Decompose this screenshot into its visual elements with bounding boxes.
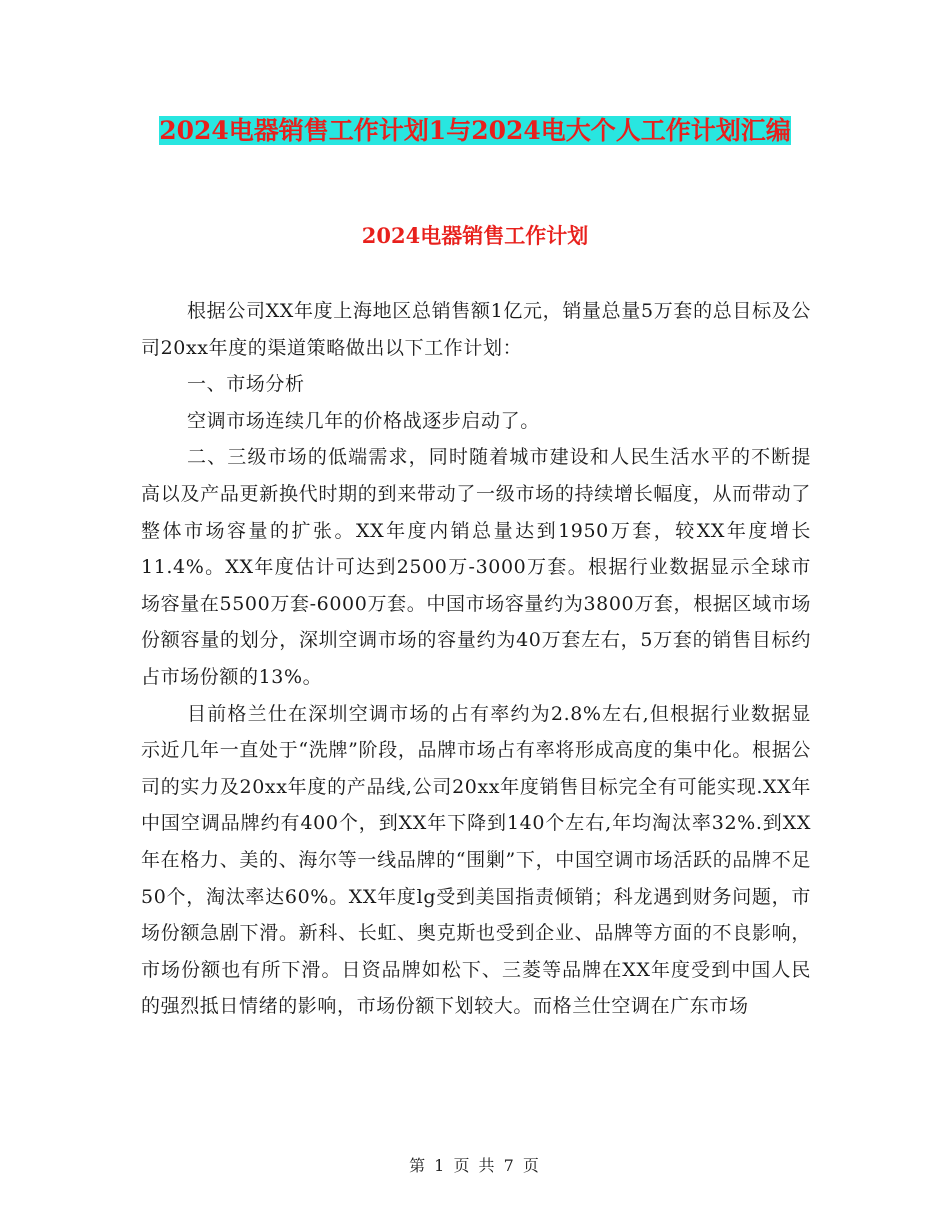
paragraph: 空调市场连续几年的价格战逐步启动了。 bbox=[187, 409, 540, 432]
page-number-footer: 第 1 页 共 7 页 bbox=[409, 1156, 541, 1175]
paragraph: 目前格兰仕在深圳空调市场的占有率约为2.8%左右,但根据行业数据显示近几年一直处于“洗牌”阶段，品牌市场占有率将形成高度的集中化。根据公司的实力及20xx年度的产品线,公司20xx年度销售目标完全有可能实现.XX年中国空调品牌约有400个，到XX年下降到140个左右,年均淘汰率32%.到XX年在格力、美的、海尔等一线品牌的“围剿”下，中国空调市场活跃的品牌不足50个，淘汰率达60%。XX年度lg受到美国指责倾销；科龙遇到财务问题，市场份额急剧下滑。新科、长虹、奥克斯也受到企业、品牌等方面的不良影响，市场份额也有所下滑。日资品牌如松下、三菱等品牌在XX年度受到中国人民的强烈抵日情绪的影响，市场份额下划较大。而格兰仕空调在广东市场 bbox=[141, 702, 811, 1018]
paragraph: 根据公司XX年度上海地区总销售额1亿元，销量总量5万套的总目标及公司20xx年度的渠道策略做出以下工作计划： bbox=[141, 300, 811, 359]
document-title bbox=[140, 110, 810, 151]
paragraph: 一、市场分析 bbox=[187, 373, 305, 396]
section-title: 2024电器销售工作计划 bbox=[361, 223, 589, 248]
document-title-text: 2024电器销售工作计划1与2024电大个人工作计划汇编 bbox=[159, 116, 791, 145]
document-body bbox=[141, 293, 811, 1025]
paragraph: 二、三级市场的低端需求，同时随着城市建设和人民生活水平的不断提高以及产品更新换代时期的到来带动了一级市场的持续增长幅度，从而带动了整体市场容量的扩张。XX年度内销总量达到1950万套，较XX年度增长11.4%。XX年度估计可达到2500万-3000万套。根据行业数据显示全球市场容量在5500万套-6000万套。中国市场容量约为3800万套，根据区域市场份额容量的划分，深圳空调市场的容量约为40万套左右，5万套的销售目标约占市场份额的13%。 bbox=[141, 446, 811, 688]
